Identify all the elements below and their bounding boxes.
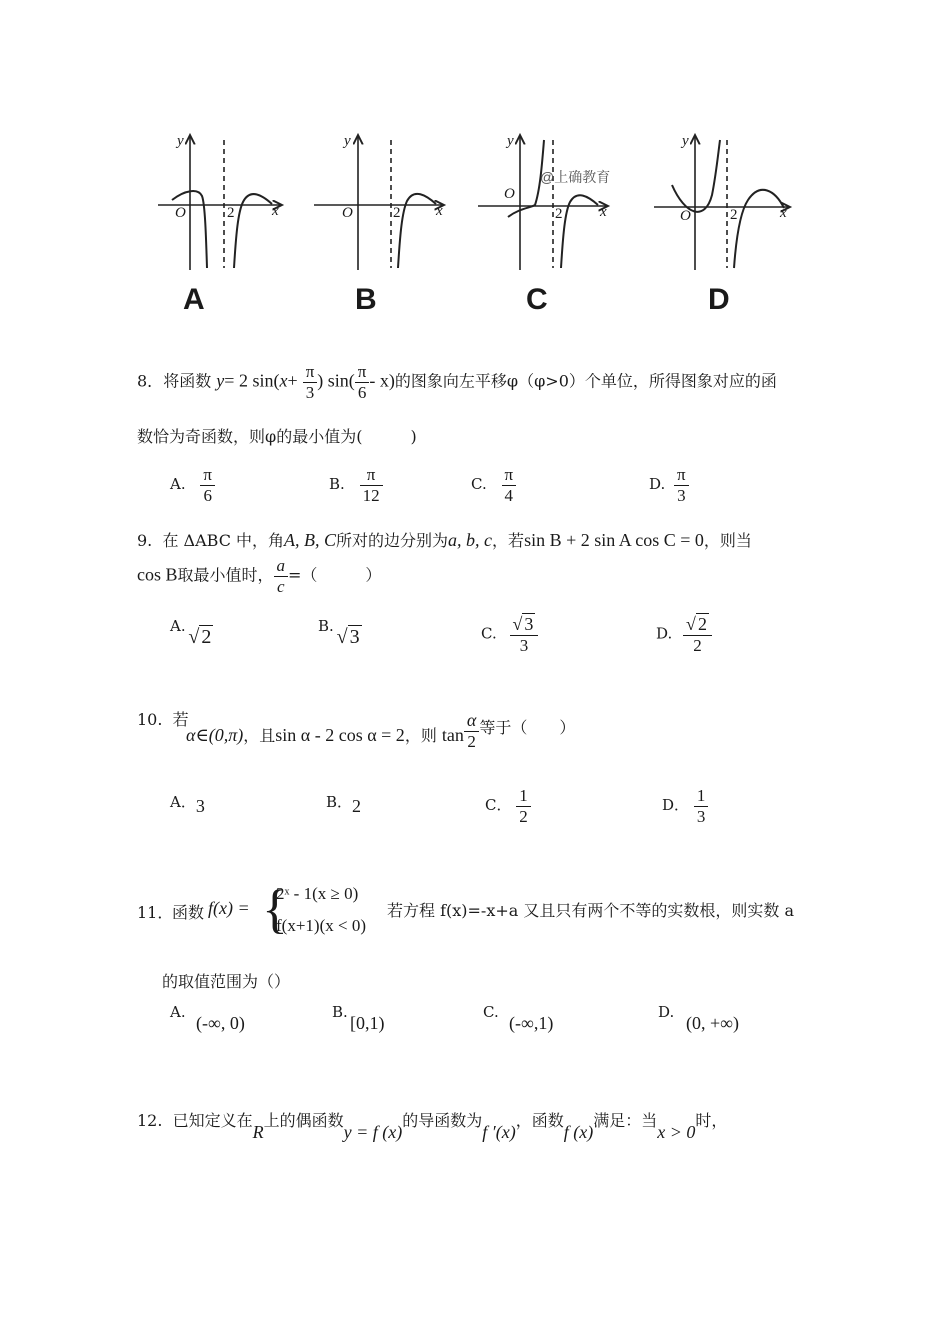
- q8-option-a-label: A.: [170, 475, 186, 494]
- q10-c-den: 2: [519, 806, 528, 826]
- q10-equation: sin α - 2 cos α = 2: [275, 725, 405, 746]
- q11-option-d[interactable]: [658, 1003, 739, 1033]
- q9-option-c-label: C.: [481, 624, 497, 643]
- q12-text2: 上的偶函数: [263, 1111, 344, 1130]
- watermark: @上确教育: [540, 169, 611, 185]
- q9-option-b-label: B.: [318, 617, 334, 635]
- graph-b-mark: 2: [393, 205, 401, 221]
- q11-fx-text: f(x) =: [208, 898, 250, 918]
- q10-option-a-label: A．: [170, 793, 196, 811]
- q8-eq: = 2 sin(: [224, 370, 280, 391]
- graph-label-d: D: [708, 283, 730, 316]
- q11-option-b[interactable]: [332, 1003, 385, 1033]
- q9-option-c[interactable]: [481, 614, 538, 655]
- q8-b-num: π: [360, 465, 383, 486]
- graph-a-origin: O: [175, 205, 186, 221]
- q11-case-1: 2ˣ - 1(x ≥ 0): [276, 884, 359, 903]
- q10-d-den: 3: [696, 806, 706, 826]
- q9-frac-a-c: [274, 556, 289, 596]
- question-9-line-1: [137, 528, 752, 551]
- graph-a-x-label: x: [272, 203, 279, 219]
- q11-option-a-label: A.: [170, 1003, 186, 1021]
- q8-y: y: [216, 370, 225, 391]
- q8-option-b[interactable]: [329, 465, 383, 505]
- q9-option-d-label: D.: [656, 624, 673, 643]
- q9-option-c-value: $\frac{√ 3}{3}$: [510, 614, 539, 655]
- q9-d-den: 2: [693, 635, 702, 655]
- q9-option-d-value: $\frac{√ 2}{2}$: [683, 614, 712, 655]
- q10-domain: α∈(0,π): [186, 725, 244, 746]
- q12-R: R: [252, 1122, 264, 1142]
- question-10-body: [186, 710, 576, 757]
- q10-frac-alpha-2: [464, 710, 479, 751]
- q9-option-a-label: A.: [170, 617, 186, 635]
- question-11-line-2: 的取值范围为（）: [162, 972, 291, 991]
- question-8-lead: 将函数: [163, 371, 212, 391]
- q8-option-c-label: C.: [471, 475, 487, 494]
- question-12-line-1: [137, 1108, 728, 1142]
- q10-option-d-label: D．: [662, 796, 690, 815]
- question-10-number: 10.: [137, 710, 163, 729]
- q9-d-num: 2: [697, 614, 707, 634]
- q9-b-rad: 3: [349, 626, 360, 648]
- q9-text3: ，若: [492, 531, 525, 550]
- q10-frac-den: 2: [467, 731, 476, 751]
- q11-case-2: f(x+1)(x < 0): [276, 916, 366, 935]
- q9-sides: a, b, c: [448, 530, 493, 550]
- q9-angles: A, B, C: [284, 530, 337, 550]
- graph-b: [314, 135, 444, 270]
- q9-text1: 在 ΔABC 中，角: [162, 531, 285, 550]
- q9-condition: sin B + 2 sin A cos C = 0: [524, 530, 704, 550]
- q12-text4: ，函数: [515, 1111, 564, 1130]
- q12-text1: 已知定义在: [172, 1111, 253, 1130]
- q9-line2-end: =（ ）: [288, 565, 382, 585]
- q10-option-d-value: [694, 786, 709, 826]
- graph-c: [478, 135, 611, 270]
- question-8-number: 8．: [137, 371, 164, 391]
- question-8-tail: 的图象向左平移φ（φ>0）个单位，所得图象对应的函: [394, 371, 777, 391]
- q8-option-d-label: D.: [649, 475, 666, 494]
- q10-option-a-value: 3: [195, 796, 205, 816]
- q10-option-d[interactable]: [662, 786, 708, 826]
- q8-option-a-value: [200, 465, 215, 505]
- q9-line2-text: 取最小值时，: [177, 565, 274, 585]
- q11-option-d-label: D.: [658, 1003, 675, 1021]
- q8-a-den: 6: [203, 485, 212, 505]
- graph-c-origin: O: [504, 186, 515, 202]
- graph-b-x-label: x: [436, 203, 443, 219]
- q10-option-b[interactable]: [326, 791, 362, 816]
- graph-a-y-label: y: [177, 133, 184, 149]
- q9-text4: ，则当: [703, 531, 752, 550]
- q9-option-b-value: √ 3: [336, 626, 360, 648]
- q12-fpx: f ′(x): [482, 1122, 516, 1142]
- q8-d-num: π: [674, 465, 689, 486]
- graph-c-x-label: x: [600, 204, 607, 220]
- question-10: [137, 707, 189, 730]
- q12-text3: 的导函数为: [402, 1111, 483, 1130]
- question-9-line-2: [137, 556, 381, 596]
- q8-x: x: [279, 370, 288, 391]
- q11-option-c-label: C.: [483, 1003, 499, 1021]
- q10-option-c-label: C．: [485, 796, 512, 815]
- q9-option-a-value: √ 2: [188, 626, 212, 648]
- q10-option-b-label: B．: [326, 793, 353, 811]
- q8-frac1-den: 3: [305, 382, 315, 402]
- q11-option-a[interactable]: [170, 1003, 245, 1033]
- q9-a-rad: 2: [201, 626, 212, 648]
- graph-d: [654, 135, 790, 270]
- q11-option-a-value: (-∞, 0): [196, 1013, 245, 1033]
- q12-yfx: y = f (x): [343, 1122, 403, 1142]
- graph-label-b: B: [355, 283, 377, 316]
- q8-b-den: 12: [362, 485, 380, 505]
- q8-sin2: ) sin(: [317, 370, 355, 391]
- q8-c-den: 4: [504, 485, 514, 505]
- q10-text1: 若: [172, 710, 189, 729]
- q8-option-b-label: B.: [329, 475, 345, 494]
- graph-b-y-label: y: [344, 133, 351, 149]
- q10-option-b-value: 2: [352, 796, 362, 816]
- question-11-number: 11．: [137, 903, 174, 922]
- q10-c-num: 1: [516, 786, 531, 807]
- q8-plus: +: [287, 370, 298, 391]
- q12-text5: 满足：当: [593, 1111, 658, 1130]
- q9-cosb: cos B: [137, 564, 178, 585]
- graph-c-mark: 2: [555, 206, 563, 222]
- q10-option-c-value: [516, 786, 531, 826]
- q8-frac-pi-3: [303, 362, 318, 402]
- question-9-number: 9.: [137, 531, 153, 550]
- q11-brace: {: [262, 879, 288, 939]
- q8-option-d[interactable]: [649, 465, 689, 505]
- q12-text6: 时，: [695, 1111, 728, 1130]
- q12-fx: f (x): [563, 1122, 594, 1142]
- q10-d-num: 1: [694, 786, 709, 807]
- q11-fx: [208, 898, 250, 919]
- q10-option-c[interactable]: [485, 786, 531, 826]
- question-8-line-1: [137, 362, 777, 402]
- graph-d-x-label: x: [780, 205, 787, 221]
- q8-frac2-num: π: [355, 362, 370, 383]
- q9-frac-num: a: [274, 556, 289, 577]
- q11-option-b-label: B.: [332, 1003, 348, 1021]
- q9-option-b[interactable]: [318, 614, 364, 648]
- q11-option-b-value: [0,1): [350, 1013, 385, 1033]
- q8-minus-x: - x): [369, 370, 395, 391]
- question-12-number: 12.: [137, 1111, 163, 1130]
- q9-c-num: 3: [524, 614, 534, 634]
- q8-a-num: π: [200, 465, 215, 486]
- q9-frac-den: c: [276, 576, 285, 596]
- q8-frac1-num: π: [303, 362, 318, 383]
- q10-text2: ，且: [243, 726, 276, 746]
- q8-option-a[interactable]: [170, 465, 215, 505]
- q10-text4: 等于（ ）: [479, 718, 576, 738]
- q10-tan: tan: [441, 725, 464, 746]
- q11-option-c[interactable]: [483, 1003, 554, 1033]
- q9-option-d[interactable]: [656, 614, 712, 655]
- graph-d-mark: 2: [730, 207, 738, 223]
- q10-option-a[interactable]: [170, 791, 205, 816]
- q12-cond: x > 0: [657, 1122, 696, 1142]
- graph-label-a: A: [183, 283, 205, 316]
- q8-frac-pi-6: [355, 362, 370, 402]
- q9-option-a[interactable]: [170, 614, 215, 648]
- q10-frac-num: α: [464, 710, 479, 732]
- q11-text2: 若方程 f(x)=-x+a 又且只有两个不等的实数根，则实数 a: [387, 901, 795, 920]
- q11-option-d-value: (0, +∞): [686, 1013, 739, 1033]
- q9-text2: 所对的边分别为: [336, 531, 449, 550]
- q8-c-num: π: [502, 465, 517, 486]
- q9-c-den: 3: [519, 635, 529, 655]
- q8-option-c[interactable]: [471, 465, 516, 505]
- q8-option-d-value: [674, 465, 689, 505]
- q8-d-den: 3: [677, 485, 686, 505]
- graph-label-c: C: [526, 283, 548, 316]
- q11-option-c-value: (-∞,1): [509, 1013, 554, 1033]
- graph-d-origin: O: [680, 208, 691, 224]
- q11-text1: 函数: [172, 903, 205, 922]
- graph-a: [158, 135, 282, 270]
- q10-text3: ，则: [404, 726, 437, 746]
- graph-a-mark: 2: [227, 205, 235, 221]
- q8-option-b-value: [360, 465, 383, 505]
- graph-c-y-label: y: [507, 133, 514, 149]
- graph-d-y-label: y: [682, 133, 689, 149]
- graph-b-origin: O: [342, 205, 353, 221]
- question-8-line-2: 数恰为奇函数，则φ的最小值为( ): [137, 427, 417, 446]
- q8-option-c-value: [502, 465, 517, 505]
- q8-frac2-den: 6: [357, 382, 367, 402]
- function-graphs: [0, 0, 950, 340]
